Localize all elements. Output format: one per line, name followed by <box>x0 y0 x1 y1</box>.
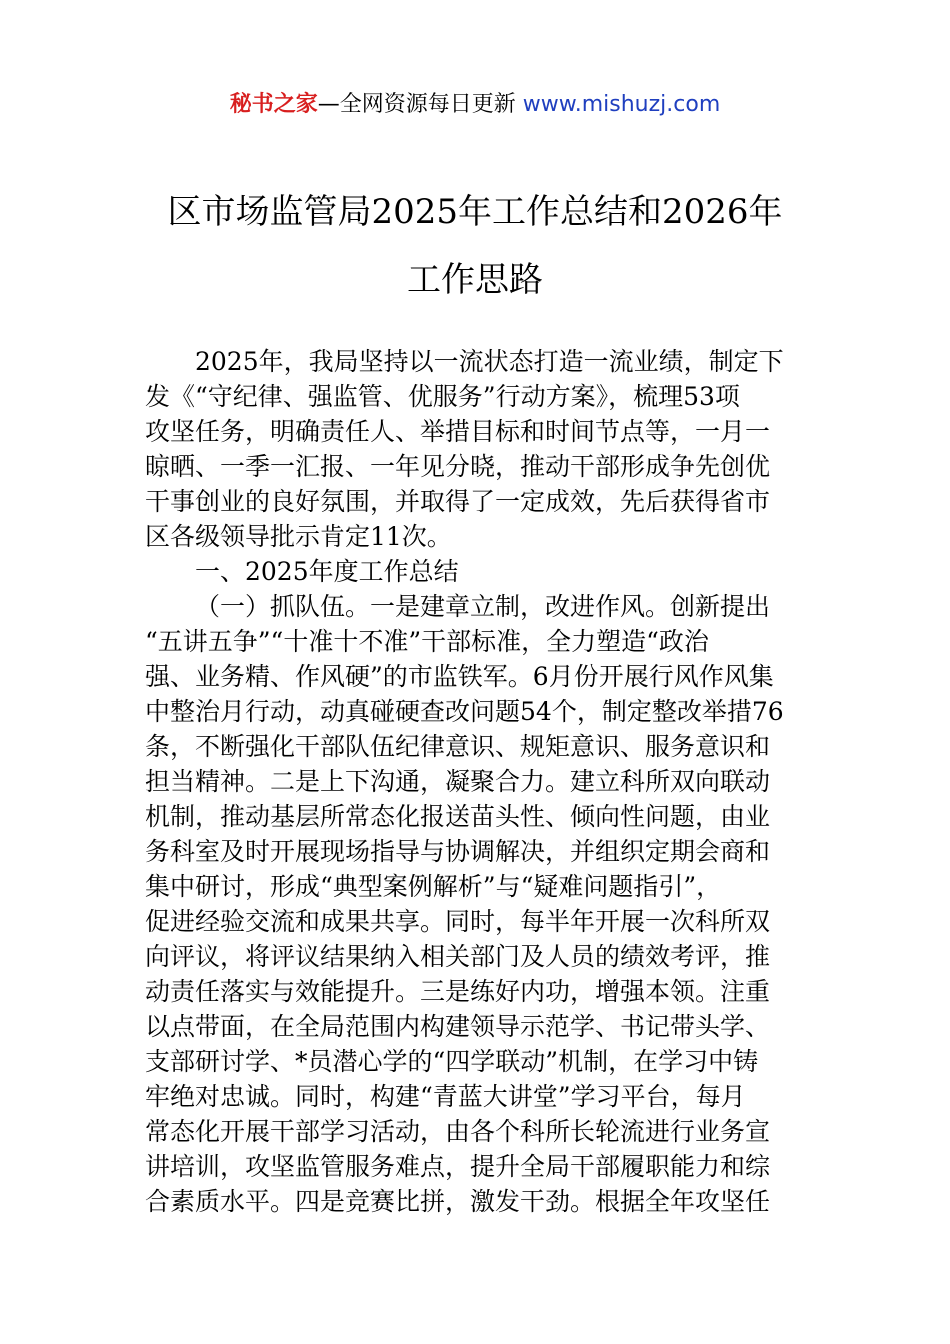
text-line: 合素质水平。四是竞赛比拼，激发干劲。根据全年攻坚任 <box>145 1187 771 1216</box>
text-line: 晾晒、一季一汇报、一年见分晓，推动干部形成争先创优 <box>145 452 771 481</box>
section-heading-text: 一、2025年度工作总结 <box>195 557 459 586</box>
text-line: 讲培训，攻坚监管服务难点，提升全局干部履职能力和综 <box>145 1152 771 1181</box>
site-header <box>0 88 950 122</box>
text-line: 攻坚任务，明确责任人、举措目标和时间节点等，一月一 <box>145 417 771 446</box>
text-line: 支部研讨学、*员潜心学的“四学联动”机制，在学习中铸 <box>145 1047 759 1076</box>
document-title <box>120 178 830 314</box>
section-paragraph <box>145 589 810 1219</box>
text-line: 以点带面，在全局范围内构建领导示范学、书记带头学、 <box>145 1012 771 1041</box>
text-line: 强、业务精、作风硬”的市监铁军。6月份开展行风作风集 <box>145 662 774 691</box>
text-line: 常态化开展干部学习活动，由各个科所长轮流进行业务宣 <box>145 1117 771 1146</box>
title-line: 工作思路 <box>407 260 543 300</box>
text-line: 促进经验交流和成果共享。同时，每半年开展一次科所双 <box>145 907 771 936</box>
site-brand: 秘书之家 <box>229 92 318 117</box>
text-line: 区各级领导批示肯定11次。 <box>145 522 452 551</box>
text-line: 发《“守纪律、强监管、优服务”行动方案》，梳理53项 <box>145 382 740 411</box>
text-line: 担当精神。二是上下沟通，凝聚合力。建立科所双向联动 <box>145 767 771 796</box>
text-line: “五讲五争”“十准十不准”干部标准，全力塑造“政治 <box>145 627 709 656</box>
site-tagline: —全网资源每日更新 <box>317 92 523 117</box>
text-line: 动责任落实与效能提升。三是练好内功，增强本领。注重 <box>145 977 771 1006</box>
text-line: 机制，推动基层所常态化报送苗头性、倾向性问题，由业 <box>145 802 771 831</box>
text-line: 集中研讨，形成“典型案例解析”与“疑难问题指引”， <box>145 872 722 901</box>
text-line: 干事创业的良好氛围，并取得了一定成效，先后获得省市 <box>145 487 771 516</box>
title-line: 区市场监管局2025年工作总结和2026年 <box>167 192 783 232</box>
text-line: 务科室及时开展现场指导与协调解决，并组织定期会商和 <box>145 837 771 866</box>
text-line: 中整治月行动，动真碰硬查改问题54个，制定整改举措76 <box>145 697 784 726</box>
document-body <box>145 344 810 1219</box>
text-line: （一）抓队伍。一是建章立制，改进作风。创新提出 <box>195 592 771 621</box>
text-line: 牢绝对忠诚。同时，构建“青蓝大讲堂”学习平台，每月 <box>145 1082 746 1111</box>
text-line: 2025年，我局坚持以一流状态打造一流业绩，制定下 <box>195 347 784 376</box>
intro-paragraph <box>145 344 810 554</box>
section-heading <box>145 554 810 589</box>
text-line: 向评议，将评议结果纳入相关部门及人员的绩效考评，推 <box>145 942 771 971</box>
text-line: 条，不断强化干部队伍纪律意识、规矩意识、服务意识和 <box>145 732 771 761</box>
site-url-link[interactable]: www.mishuzj.com <box>522 92 721 117</box>
